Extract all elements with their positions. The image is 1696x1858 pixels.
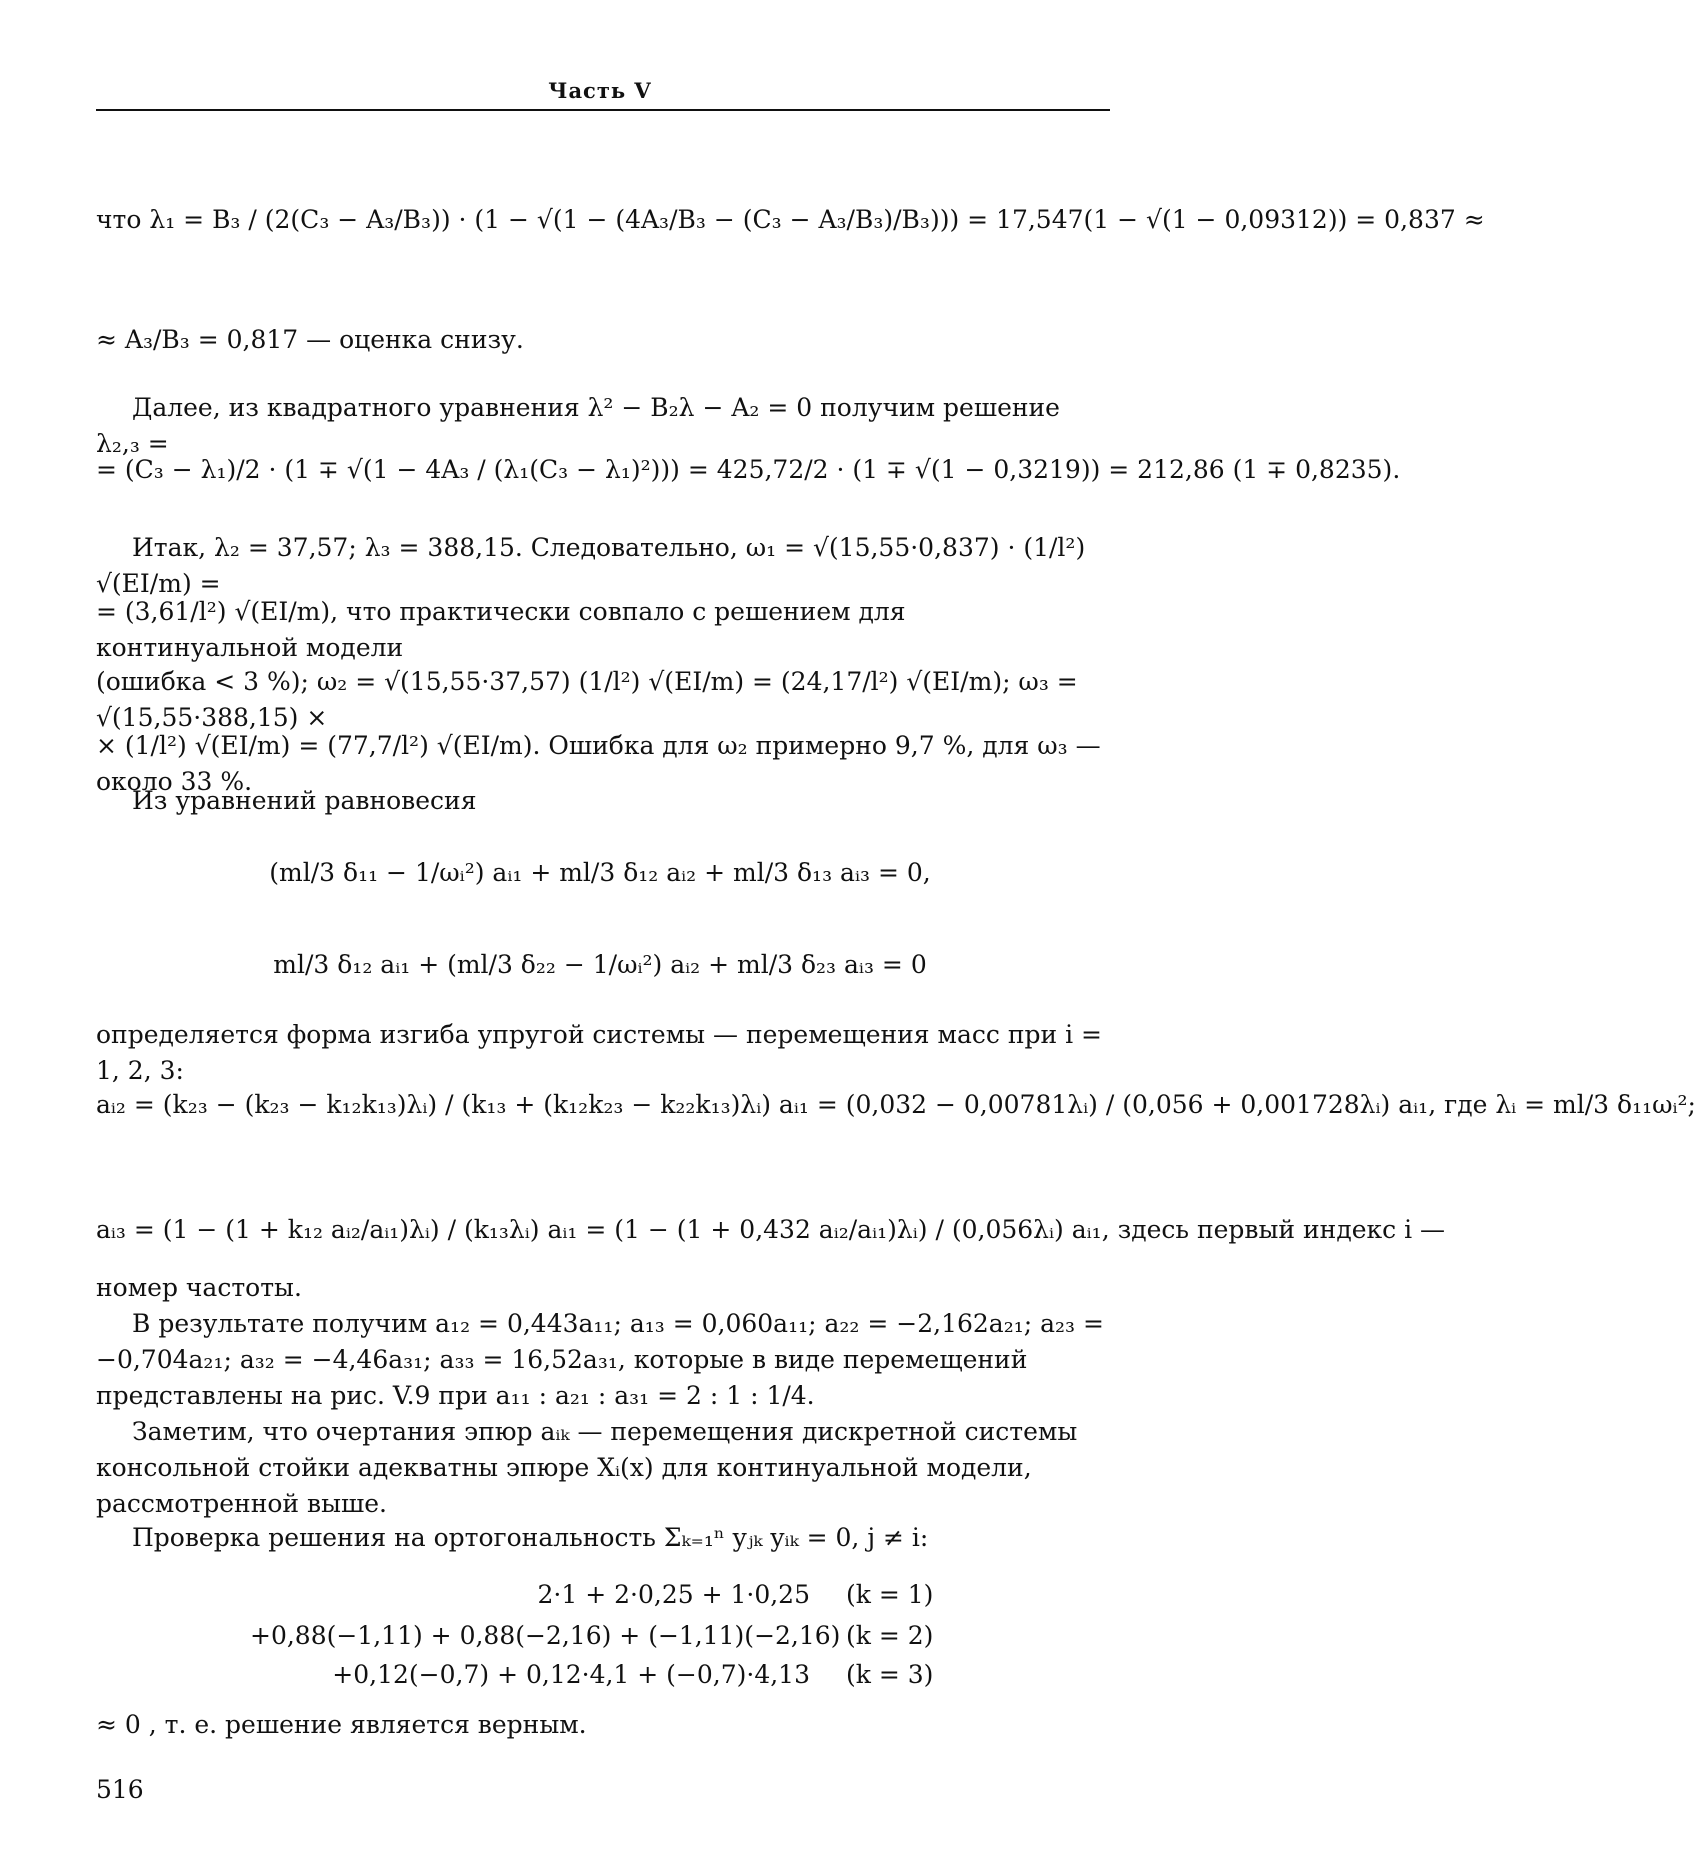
page-number: 516 [96, 1775, 144, 1804]
check-expression-1: 2·1 + 2·0,25 + 1·0,25 [537, 1580, 810, 1609]
equation-ai2: aᵢ₂ = (k₂₃ − (k₂₃ − k₁₂k₁₃)λᵢ) / (k₁₃ + (k₁₂k₂₃ − k₂₂k₁₃)λᵢ) aᵢ₁ = (0,032 − 0,00781λᵢ) / (0,056 + 0,001728λᵢ) aᵢ₁, где λᵢ = ml/3 δ₁₁ωᵢ²; [96, 1090, 1696, 1119]
paragraph-orthogonality: Проверка решения на ортогональность Σₖ₌₁ⁿ yⱼₖ yᵢₖ = 0, j ≠ i: [132, 1523, 929, 1552]
paragraph-omega2: (ошибка < 3 %); ω₂ = √(15,55·37,57) (1/l²) √(EI/m) = (24,17/l²) √(EI/m); ω₃ = √(15,55·388,15) × [96, 667, 1078, 732]
check-expression-2: +0,88(−1,11) + 0,88(−2,16) + (−1,11)(−2,16) [250, 1621, 841, 1650]
paragraph-results: В результате получим a₁₂ = 0,443a₁₁; a₁₃ = 0,060a₁₁; a₂₂ = −2,162a₂₁; a₂₃ = −0,704a₂₁; a₃₂ = −4,46a₃₁; a₃₃ = 16,52a₃₁, которые в виде перемещений представлены на рис. V.9 при a₁₁ : a₂₁ : a₃₁ = 2 : 1 : 1/4. [96, 1309, 1104, 1410]
paragraph-frequency-index: номер частоты. [96, 1273, 302, 1302]
equation-lambda1: что λ₁ = B₃ / (2(C₃ − A₃/B₃)) · (1 − √(1 − (4A₃/B₃ − (C₃ − A₃/B₃)/B₃))) = 17,547(1 − √(1 − 0,09312)) = 0,837 ≈ [96, 205, 1485, 234]
check-expression-3: +0,12(−0,7) + 0,12·4,1 + (−0,7)·4,13 [332, 1660, 810, 1689]
check-label-3: (k = 3) [846, 1660, 934, 1689]
paragraph-bending-shape: определяется форма изгиба упругой системы — перемещения масс при i = 1, 2, 3: [96, 1020, 1102, 1085]
equation-lambda1-estimate: ≈ A₃/B₃ = 0,817 — оценка снизу. [96, 325, 524, 354]
paragraph-conclusion: ≈ 0 , т. е. решение является верным. [96, 1710, 587, 1739]
header-rule [96, 109, 1110, 111]
paragraph-omega3: × (1/l²) √(EI/m) = (77,7/l²) √(EI/m). Ошибка для ω₂ примерно 9,7 %, для ω₃ — около 33 %. [96, 731, 1101, 796]
paragraph-equilibrium: Из уравнений равновесия [132, 786, 477, 815]
paragraph-note: Заметим, что очертания эпюр aᵢₖ — перемещения дискретной системы консольной стойки адекватны эпюре Xᵢ(x) для континуальной модели, рассмотренной выше. [96, 1417, 1078, 1518]
running-header: Часть V [548, 78, 652, 103]
equation-lambda23: = (C₃ − λ₁)/2 · (1 ∓ √(1 − 4A₃ / (λ₁(C₃ − λ₁)²))) = 425,72/2 · (1 ∓ √(1 − 0,3219)) = 212,86 (1 ∓ 0,8235). [96, 455, 1401, 484]
equation-ai3: aᵢ₃ = (1 − (1 + k₁₂ aᵢ₂/aᵢ₁)λᵢ) / (k₁₃λᵢ) aᵢ₁ = (1 − (1 + 0,432 aᵢ₂/aᵢ₁)λᵢ) / (0,056λᵢ) aᵢ₁, здесь первый индекс i — [96, 1215, 1446, 1244]
paragraph-quadratic: Далее, из квадратного уравнения λ² − B₂λ − A₂ = 0 получим решение λ₂,₃ = [96, 393, 1060, 458]
check-label-2: (k = 2) [846, 1621, 934, 1650]
check-label-1: (k = 1) [846, 1580, 934, 1609]
paragraph-omega1-result: = (3,61/l²) √(EI/m), что практически совпало с решением для континуальной модели [96, 597, 906, 662]
paragraph-omega1: Итак, λ₂ = 37,57; λ₃ = 388,15. Следовательно, ω₁ = √(15,55·0,837) · (1/l²) √(EI/m) = [96, 533, 1086, 598]
equation-equilibrium-1: (ml/3 δ₁₁ − 1/ωᵢ²) aᵢ₁ + ml/3 δ₁₂ aᵢ₂ + ml/3 δ₁₃ aᵢ₃ = 0, [269, 858, 931, 887]
equation-equilibrium-2: ml/3 δ₁₂ aᵢ₁ + (ml/3 δ₂₂ − 1/ωᵢ²) aᵢ₂ + ml/3 δ₂₃ aᵢ₃ = 0 [273, 950, 927, 979]
